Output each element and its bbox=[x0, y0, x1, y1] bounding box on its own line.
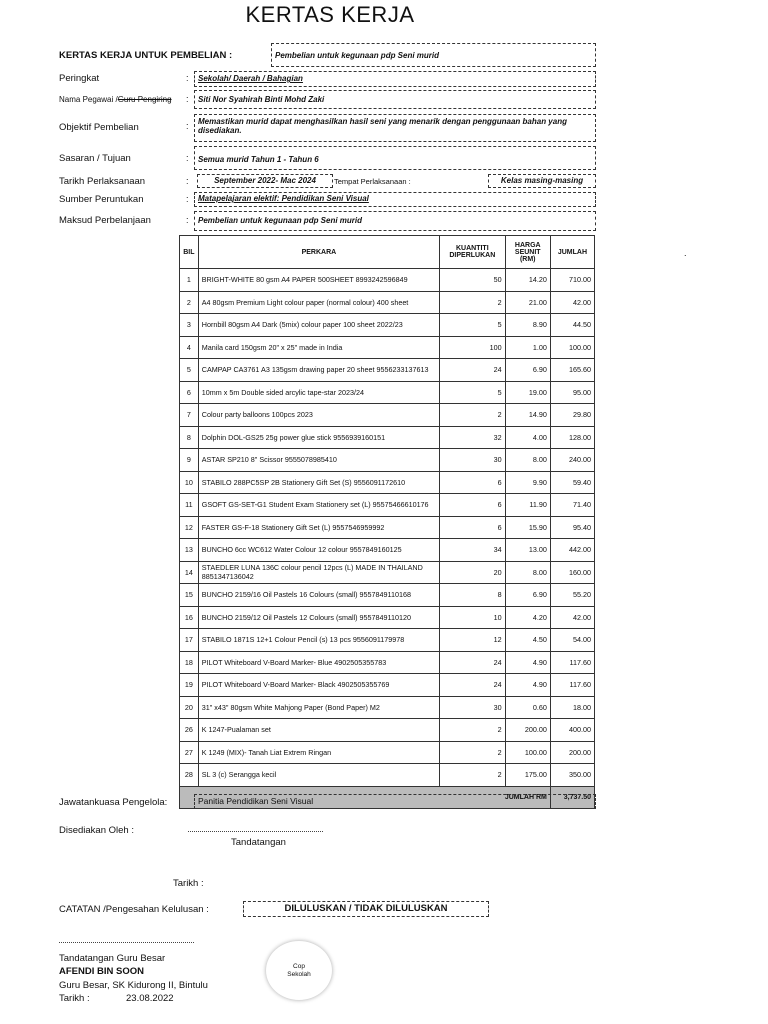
table-row bbox=[180, 651, 595, 674]
maksud-value: Pembelian untuk kegunaan pdp Seni murid bbox=[194, 211, 596, 231]
peringkat-label: Peringkat bbox=[59, 73, 100, 84]
cell-harga: 4.90 bbox=[505, 674, 550, 697]
sasaran-label: Sasaran / Tujuan bbox=[59, 153, 131, 164]
table-row bbox=[180, 314, 595, 337]
cell-jumlah: 200.00 bbox=[550, 741, 594, 764]
col-harga: HARGA SEUNIT (RM) bbox=[505, 236, 550, 269]
cell-bil: 3 bbox=[180, 314, 199, 337]
cell-kuantiti: 6 bbox=[439, 516, 505, 539]
maksud-label: Maksud Perbelanjaan bbox=[59, 215, 151, 226]
signature-label: Tandatangan bbox=[231, 837, 286, 848]
gb-label: Tandatangan Guru Besar bbox=[59, 953, 166, 964]
cell-perkara: BUNCHO 6cc WC612 Water Colour 12 colour 9557849160125 bbox=[198, 539, 439, 562]
cell-jumlah: 117.60 bbox=[550, 651, 594, 674]
cell-kuantiti: 12 bbox=[439, 629, 505, 652]
cell-kuantiti: 100 bbox=[439, 336, 505, 359]
cell-jumlah: 95.40 bbox=[550, 516, 594, 539]
cell-jumlah: 42.00 bbox=[550, 606, 594, 629]
cell-bil: 20 bbox=[180, 696, 199, 719]
cell-harga: 19.00 bbox=[505, 381, 550, 404]
jawatankuasa-value: Panitia Pendidikan Seni Visual bbox=[194, 794, 596, 809]
cell-bil: 13 bbox=[180, 539, 199, 562]
cell-kuantiti: 34 bbox=[439, 539, 505, 562]
colon: : bbox=[186, 73, 189, 83]
cell-harga: 175.00 bbox=[505, 764, 550, 787]
colon: : bbox=[186, 153, 189, 163]
colon: : bbox=[186, 94, 189, 104]
cell-perkara: 10mm x 5m Double sided arcylic tape-star 2023/24 bbox=[198, 381, 439, 404]
total-label: JUMLAH RM bbox=[180, 786, 551, 809]
cell-jumlah: 29.80 bbox=[550, 404, 594, 427]
cell-bil: 19 bbox=[180, 674, 199, 697]
table-row bbox=[180, 426, 595, 449]
cell-perkara: BUNCHO 2159/12 Oil Pastels 12 Colours (small) 9557849110120 bbox=[198, 606, 439, 629]
cell-jumlah: 54.00 bbox=[550, 629, 594, 652]
cell-perkara: A4 80gsm Premium Light colour paper (normal colour) 400 sheet bbox=[198, 291, 439, 314]
cell-kuantiti: 5 bbox=[439, 381, 505, 404]
cell-jumlah: 95.00 bbox=[550, 381, 594, 404]
cell-kuantiti: 8 bbox=[439, 584, 505, 607]
tarikh-sign-label: Tarikh : bbox=[173, 878, 204, 889]
disediakan-label: Disediakan Oleh : bbox=[59, 825, 134, 836]
table-row bbox=[180, 561, 595, 584]
cell-perkara: STABILO 288PC5SP 2B Stationery Gift Set (S) 9556091172610 bbox=[198, 471, 439, 494]
cell-perkara: Colour party balloons 100pcs 2023 bbox=[198, 404, 439, 427]
cell-bil: 11 bbox=[180, 494, 199, 517]
cell-kuantiti: 2 bbox=[439, 741, 505, 764]
kelulusan-value: DILULUSKAN / TIDAK DILULUSKAN bbox=[243, 901, 489, 917]
cell-harga: 100.00 bbox=[505, 741, 550, 764]
cell-kuantiti: 24 bbox=[439, 674, 505, 697]
cell-perkara: Manila card 150gsm 20" x 25" made in India bbox=[198, 336, 439, 359]
cell-jumlah: 55.20 bbox=[550, 584, 594, 607]
cell-jumlah: 165.60 bbox=[550, 359, 594, 382]
table-row bbox=[180, 359, 595, 382]
cell-kuantiti: 5 bbox=[439, 314, 505, 337]
cell-bil: 4 bbox=[180, 336, 199, 359]
table-header-row bbox=[180, 236, 595, 269]
col-bil: BIL bbox=[180, 236, 199, 269]
cell-jumlah: 71.40 bbox=[550, 494, 594, 517]
stamp-line1: Cop bbox=[293, 962, 305, 970]
cell-harga: 6.90 bbox=[505, 359, 550, 382]
cell-perkara: ASTAR SP210 8" Scissor 9555078985410 bbox=[198, 449, 439, 472]
table-row bbox=[180, 764, 595, 787]
gb-signature-line bbox=[59, 942, 194, 943]
cell-kuantiti: 2 bbox=[439, 291, 505, 314]
cell-harga: 15.90 bbox=[505, 516, 550, 539]
cell-perkara: PILOT Whiteboard V-Board Marker- Black 4902505355769 bbox=[198, 674, 439, 697]
cell-harga: 200.00 bbox=[505, 719, 550, 742]
cell-jumlah: 400.00 bbox=[550, 719, 594, 742]
school-stamp bbox=[266, 941, 332, 1000]
cell-bil: 14 bbox=[180, 561, 199, 584]
sumber-label: Sumber Peruntukan bbox=[59, 194, 144, 205]
table-row bbox=[180, 719, 595, 742]
cell-perkara: STABILO 1871S 12+1 Colour Pencil (s) 13 pcs 9556091179978 bbox=[198, 629, 439, 652]
table-row bbox=[180, 449, 595, 472]
cell-harga: 0.60 bbox=[505, 696, 550, 719]
cell-bil: 15 bbox=[180, 584, 199, 607]
colon: : bbox=[186, 176, 189, 186]
cell-jumlah: 59.40 bbox=[550, 471, 594, 494]
cell-jumlah: 128.00 bbox=[550, 426, 594, 449]
cell-bil: 17 bbox=[180, 629, 199, 652]
tarikh-value: September 2022- Mac 2024 bbox=[197, 174, 333, 188]
pegawai-value: Siti Nor Syahirah Binti Mohd Zaki bbox=[194, 90, 596, 109]
cell-jumlah: 42.00 bbox=[550, 291, 594, 314]
cell-bil: 9 bbox=[180, 449, 199, 472]
cell-perkara: 31" x43" 80gsm White Mahjong Paper (Bond Paper) M2 bbox=[198, 696, 439, 719]
cell-harga: 14.20 bbox=[505, 269, 550, 292]
cell-perkara: BUNCHO 2159/16 Oil Pastels 16 Colours (small) 9557849110168 bbox=[198, 584, 439, 607]
cell-perkara: K 1249 (MIX)- Tanah Liat Extrem Ringan bbox=[198, 741, 439, 764]
table-row bbox=[180, 674, 595, 697]
cell-kuantiti: 32 bbox=[439, 426, 505, 449]
cell-harga: 8.00 bbox=[505, 449, 550, 472]
cell-jumlah: 240.00 bbox=[550, 449, 594, 472]
gb-name: AFENDI BIN SOON bbox=[59, 966, 144, 977]
cell-harga: 8.90 bbox=[505, 314, 550, 337]
gb-post: Guru Besar, SK Kidurong II, Bintulu bbox=[59, 980, 208, 991]
cell-bil: 27 bbox=[180, 741, 199, 764]
cell-jumlah: 44.50 bbox=[550, 314, 594, 337]
cell-kuantiti: 30 bbox=[439, 449, 505, 472]
cell-harga: 4.50 bbox=[505, 629, 550, 652]
cell-harga: 11.90 bbox=[505, 494, 550, 517]
tarikh-label: Tarikh Perlaksanaan bbox=[59, 176, 146, 187]
table-row bbox=[180, 741, 595, 764]
jawatankuasa-label: Jawatankuasa Pengelola: bbox=[59, 797, 168, 808]
table-row bbox=[180, 516, 595, 539]
cell-kuantiti: 24 bbox=[439, 359, 505, 382]
cell-harga: 14.90 bbox=[505, 404, 550, 427]
stray-dot: . bbox=[684, 248, 687, 258]
cell-perkara: CAMPAP CA3761 A3 135gsm drawing paper 20 sheet 9556233137613 bbox=[198, 359, 439, 382]
table-row bbox=[180, 269, 595, 292]
cell-bil: 12 bbox=[180, 516, 199, 539]
cell-harga: 4.00 bbox=[505, 426, 550, 449]
cell-harga: 21.00 bbox=[505, 291, 550, 314]
cell-kuantiti: 6 bbox=[439, 471, 505, 494]
cell-kuantiti: 50 bbox=[439, 269, 505, 292]
catatan-label: CATATAN /Pengesahan Kelulusan : bbox=[59, 904, 209, 915]
cell-jumlah: 160.00 bbox=[550, 561, 594, 584]
cell-bil: 28 bbox=[180, 764, 199, 787]
cell-perkara: GSOFT GS-SET-G1 Student Exam Stationery set (L) 95575466610176 bbox=[198, 494, 439, 517]
cell-bil: 6 bbox=[180, 381, 199, 404]
cell-jumlah: 100.00 bbox=[550, 336, 594, 359]
cell-kuantiti: 2 bbox=[439, 719, 505, 742]
cell-kuantiti: 24 bbox=[439, 651, 505, 674]
table-row bbox=[180, 471, 595, 494]
cell-harga: 9.90 bbox=[505, 471, 550, 494]
cell-bil: 8 bbox=[180, 426, 199, 449]
cell-bil: 1 bbox=[180, 269, 199, 292]
cell-harga: 4.20 bbox=[505, 606, 550, 629]
colon: : bbox=[186, 194, 189, 204]
cell-jumlah: 710.00 bbox=[550, 269, 594, 292]
gb-date-value: 23.08.2022 bbox=[126, 993, 174, 1004]
cell-perkara: Hornbill 80gsm A4 Dark (5mix) colour paper 100 sheet 2022/23 bbox=[198, 314, 439, 337]
cell-bil: 26 bbox=[180, 719, 199, 742]
cell-harga: 8.00 bbox=[505, 561, 550, 584]
objektif-value: Memastikan murid dapat menghasilkan hasil seni yang menarik dengan penggunaan bahan yang disediakan. bbox=[194, 114, 596, 142]
table-row bbox=[180, 381, 595, 404]
cell-bil: 2 bbox=[180, 291, 199, 314]
colon: : bbox=[186, 121, 189, 131]
colon: : bbox=[186, 215, 189, 225]
table-row bbox=[180, 629, 595, 652]
cell-perkara: K 1247-Pualaman set bbox=[198, 719, 439, 742]
cell-kuantiti: 10 bbox=[439, 606, 505, 629]
cell-perkara: STAEDLER LUNA 136C colour pencil 12pcs (L) MADE IN THAILAND 8851347136042 bbox=[198, 561, 439, 584]
tempat-label: Tempat Perlaksanaan : bbox=[334, 177, 411, 186]
table-row bbox=[180, 539, 595, 562]
table-row bbox=[180, 696, 595, 719]
cell-bil: 10 bbox=[180, 471, 199, 494]
cell-kuantiti: 2 bbox=[439, 764, 505, 787]
pegawai-label-struck: Guru Pengiring bbox=[117, 95, 172, 104]
purchase-value: Pembelian untuk kegunaan pdp Seni murid bbox=[271, 43, 596, 67]
cell-perkara: Dolphin DOL-GS25 25g power glue stick 9556939160151 bbox=[198, 426, 439, 449]
purchase-label: KERTAS KERJA UNTUK PEMBELIAN : bbox=[59, 50, 233, 61]
col-kuantiti: KUANTITI DIPERLUKAN bbox=[439, 236, 505, 269]
sumber-value: Matapelajaran elektif: Pendidikan Seni Visual bbox=[194, 192, 596, 207]
cell-kuantiti: 20 bbox=[439, 561, 505, 584]
cell-jumlah: 350.00 bbox=[550, 764, 594, 787]
stamp-line2: Sekolah bbox=[287, 970, 311, 978]
cell-kuantiti: 30 bbox=[439, 696, 505, 719]
cell-bil: 16 bbox=[180, 606, 199, 629]
cell-jumlah: 18.00 bbox=[550, 696, 594, 719]
sasaran-value: Semua murid Tahun 1 - Tahun 6 bbox=[194, 146, 596, 170]
table-row bbox=[180, 606, 595, 629]
cell-bil: 5 bbox=[180, 359, 199, 382]
cell-jumlah: 442.00 bbox=[550, 539, 594, 562]
gb-date-label: Tarikh : bbox=[59, 993, 90, 1004]
cell-kuantiti: 6 bbox=[439, 494, 505, 517]
col-perkara: PERKARA bbox=[198, 236, 439, 269]
cell-perkara: PILOT Whiteboard V-Board Marker- Blue 4902505355783 bbox=[198, 651, 439, 674]
table-row bbox=[180, 404, 595, 427]
table-row bbox=[180, 494, 595, 517]
peringkat-value: Sekolah/ Daerah / Bahagian bbox=[194, 71, 596, 87]
cell-harga: 1.00 bbox=[505, 336, 550, 359]
tempat-value: Kelas masing-masing bbox=[488, 174, 596, 188]
signature-line bbox=[188, 831, 323, 832]
table-row bbox=[180, 291, 595, 314]
cell-bil: 18 bbox=[180, 651, 199, 674]
objektif-label: Objektif Pembelian bbox=[59, 122, 139, 133]
page-title: KERTAS KERJA bbox=[245, 2, 415, 27]
items-table bbox=[179, 235, 595, 809]
table-row bbox=[180, 584, 595, 607]
col-jumlah: JUMLAH bbox=[550, 236, 594, 269]
cell-perkara: SL 3 (c) Serangga kecil bbox=[198, 764, 439, 787]
table-row bbox=[180, 336, 595, 359]
cell-harga: 4.90 bbox=[505, 651, 550, 674]
cell-kuantiti: 2 bbox=[439, 404, 505, 427]
cell-harga: 13.00 bbox=[505, 539, 550, 562]
total-value: 3,737.50 bbox=[550, 786, 594, 809]
cell-bil: 7 bbox=[180, 404, 199, 427]
cell-harga: 6.90 bbox=[505, 584, 550, 607]
cell-jumlah: 117.60 bbox=[550, 674, 594, 697]
cell-perkara: BRIGHT-WHITE 80 gsm A4 PAPER 500SHEET 8993242596849 bbox=[198, 269, 439, 292]
pegawai-label: Nama Pegawai /Guru Pengiring bbox=[59, 95, 172, 104]
cell-perkara: FASTER GS-F-18 Stationery Gift Set (L) 9557546959992 bbox=[198, 516, 439, 539]
